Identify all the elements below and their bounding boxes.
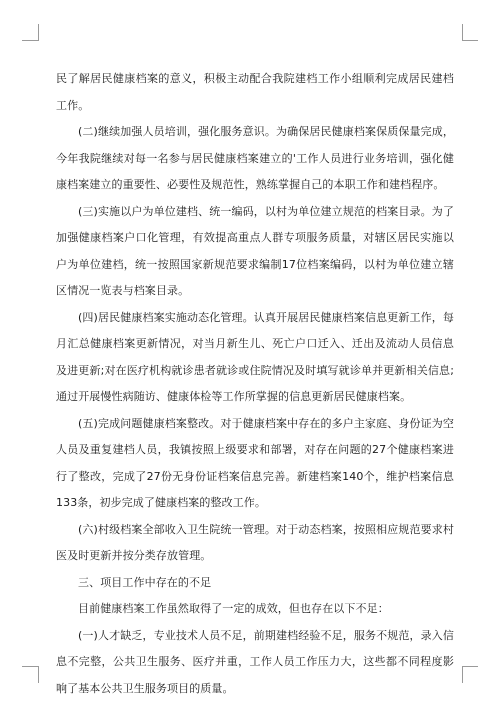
crop-mark-bottom-right-v xyxy=(462,666,463,683)
section-heading-shortcomings: 三、项目工作中存在的不足 xyxy=(78,575,212,589)
crop-mark-top-left-h xyxy=(22,40,38,41)
paragraph-shortcomings-intro: 目前健康档案工作虽然取得了一定的成效，但也存在以下不足： xyxy=(78,602,389,615)
paragraph-staff-training: (二)继续加强人员培训，强化服务意识。为确保居民健康档案保质保量完成，今年我院继续对每一名参与居民健康档案建立的'工作人员进行业务培训，强化健康档案建立的重要性、必要性及规范性，熟练掌握自己的本职工作和建档程序。 xyxy=(56,125,454,191)
crop-mark-bottom-right-h xyxy=(462,666,478,667)
paragraph-continuation: 民了解居民健康档案的意义，积极主动配合我院建档工作小组顺利完成居民建档工作。 xyxy=(56,72,454,112)
paragraph-household-filing: (三)实施以户为单位建档、统一编码，以村为单位建立规范的档案目录。为了加强健康档案户口化管理，有效提高重点人群专项服务质量，对辖区居民实施以户为单位建档，统一按照国家新规范要求编制17位档案编码，以村为单位建立辖区情况一览表与档案目录。 xyxy=(56,204,454,297)
paragraph-talent-shortage: (一)人才缺乏，专业技术人员不足，前期建档经验不足，服务不规范，录入信息不完整，公共卫生服务、医疗并重，工作人员工作压力大，这些都不同程度影响了基本公共卫生服务项目的质量。 xyxy=(56,628,454,695)
paragraph-dynamic-management: (四)居民健康档案实施动态化管理。认真开展居民健康档案信息更新工作，每月汇总健康档案更新情况，对当月新生儿、死亡户口迁入、迁出及流动人员信息及进更新;对在医疗机构就诊患者就诊或住院情况及时填写就诊单并更新相关信息;通过开展慢性病随访、健康体检等工作所掌握的信息更新居民健康档案。 xyxy=(56,310,454,403)
crop-mark-bottom-left-h xyxy=(22,666,38,667)
crop-mark-top-right-v xyxy=(462,24,463,41)
crop-mark-top-left-v xyxy=(38,24,39,41)
crop-mark-bottom-left-v xyxy=(38,666,39,683)
document-body xyxy=(56,66,454,702)
paragraph-village-archives: (六)村级档案全部收入卫生院统一管理。对于动态档案，按照相应规范要求村医及时更新并按分类存放管理。 xyxy=(56,522,454,562)
paragraph-rectification: (五)完成问题健康档案整改。对于健康档案中存在的多户主家庭、身份证为空人员及重复建档人员，我镇按照上级要求和部署，对存在问题的27个健康档案进行了整改，完成了27份无身份证档案信息完善。新建档案140个，维护档案信息133条，初步完成了健康档案的整改工作。 xyxy=(56,416,454,509)
crop-mark-top-right-h xyxy=(462,40,478,41)
